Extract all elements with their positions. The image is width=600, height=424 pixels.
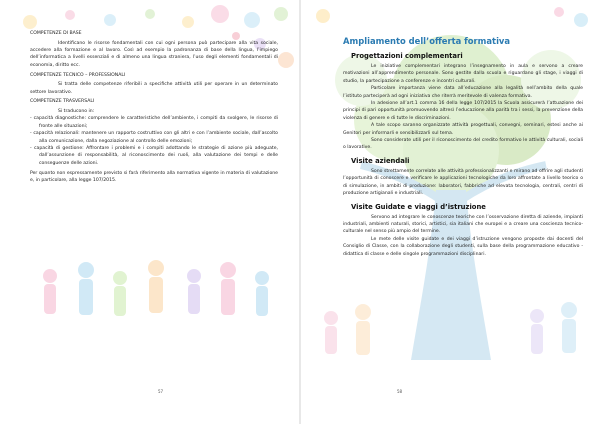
section-paragraph: Sono considerate utili per il riconoscimento del credito formativo le attività culturali, sociali o lavorative. [343,138,583,151]
left-page-content [30,30,278,185]
right-page [301,0,600,424]
section-paragraph: Servono ad integrare le conoscenze teoriche con l’osservazione diretta di aziende, impianti industriali, ambienti naturali, storici, artistici, sia italiani che europei e a creare una coscienza tecnico-culturale nel senso più ampio del termine. [343,214,583,235]
page-number: 57 [158,389,164,394]
section-paragraph: Particolare importanza viene data all’educazione alla legalità nell’ambito della quale l’istituto parteciperà ad ogni iniziativa che riterrà meritevole di valenza formativa. [343,86,583,99]
section-paragraph: A tale scopo saranno organizzate attività progettuali, convegni, seminari, estesi anche ai Genitori per informarli e sensibilizzarli sul tema. [343,123,583,136]
section-paragraph: Identificano le risorse fondamentali con cui ogni persona può partecipare alla vita sociale, accedere alla formazione e al lavoro. Così ad esempio la padronanza di base della lingua, l’impiego dell’informatica a livelli essenziali e di almeno una lingua straniera, l’uso degli elementi fondamentali di economia, diritto ecc. [30,40,278,68]
section-paragraph: Sono strettamente correlate alle attività professionalizzanti e mirano ad offrire agli studenti l’opportunità di conoscere e verificare le applicazioni tecnologiche da loro affrontate a livello teorico o di simulazione, in ambiti di produzione: laboratori, fabbriche ad elevata tecnologia, centrali, centri di produzione artigianali e industriali. [343,168,583,197]
right-page-content [343,36,583,258]
section-paragraph: Si tratta delle competenze riferibili a specifiche attività utili per operare in un determinato settore lavorativo. [30,82,278,95]
section-heading: Progettazioni complementari [351,52,463,60]
page-title: Ampliamento dell’offerta formativa [343,36,511,46]
list-item: - capacità diagnostiche: comprendere le caratteristiche dell’ambiente, i compiti da svolgere, le risorse di fronte alle situazioni; [30,116,278,129]
section-heading: Visite Guidate e viaggi d’istruzione [351,202,486,211]
section-heading: COMPETENZE TECNICO – PROFESSIONALI [30,72,126,78]
list-item: - capacità di gestione: Affrontare i problemi e i compiti adottando le strategie di azione più adeguate, dall’assunzione di responsabilità, al riconoscimento dei ruoli, alla valutazione dei tempi e delle conseguenze delle azioni. [30,145,278,166]
section-heading: Visite aziendali [351,156,410,165]
list-item: - capacità relazionali: mantenere un rapporto costruttivo con gli altri e con l’ambiente sociale, dall’ascolto alla comunicazione, dalla negoziazione al controllo delle emozioni; [30,131,278,144]
left-page [0,0,299,424]
section-paragraph: Le iniziative complementari integrano l’insegnamento in aula e servono a creare motivazioni all’apprendimento personale. Sono gestite dalla scuola e riguardano gli stage, i viaggi di studio, la partecipazione a conferenze e incontri culturali. [343,64,583,84]
section-paragraph: In adesione all’art.1 comma 16 della legge 107/2015 la Scuola assicurerà l’attuazione dei principi di pari opportunità promuovendo altresì l’educazione alla parità tra i sessi, la prevenzione della violenza di genere e di tutte le discriminazioni. [343,101,583,121]
section-paragraph: Le mete delle visite guidate e dei viaggi d’istruzione vengono proposte dai docenti del Consiglio di Classe, con la collaborazione degli studenti, sulla base della programmazione educativo - didattica di classe e delle singole programmazioni disciplinari. [343,236,583,257]
page-number: 58 [397,389,403,394]
section-heading: COMPETENZE DI BASE [30,31,82,36]
list-intro: Si traducono in: [58,108,95,114]
section-heading: COMPETENZE TRASVERSALI [30,99,95,105]
closing-paragraph: Per quanto non espressamente previsto si farà riferimento alla normativa vigente in materia di valutazione e, in particolare, alla legge 107/2015. [30,170,278,184]
